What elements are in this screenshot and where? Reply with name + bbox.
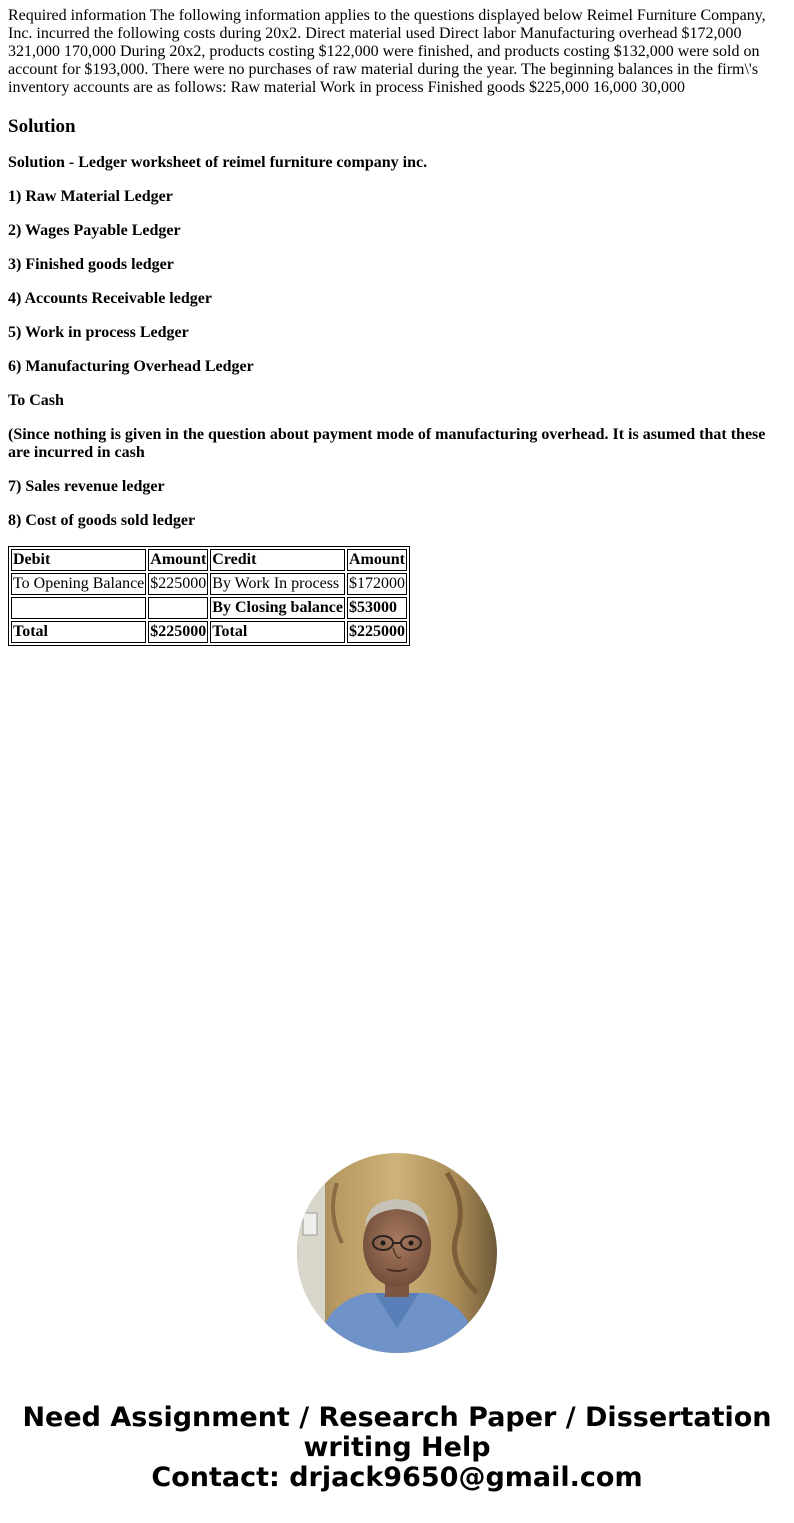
document-content xyxy=(8,7,778,646)
header-debit: Debit xyxy=(11,549,146,571)
help-banner xyxy=(0,1403,794,1493)
author-portrait-icon xyxy=(297,1153,497,1353)
ledger-item-wages-payable: 2) Wages Payable Ledger xyxy=(8,222,181,239)
ledger-item-work-in-process: 5) Work in process Ledger xyxy=(8,324,189,341)
row1-credit: By Work In process xyxy=(210,573,345,595)
total-debit-label: Total xyxy=(11,621,146,643)
table-totals-row xyxy=(11,621,407,643)
banner-line-2: writing Help xyxy=(303,1432,491,1463)
ledger-item-cost-of-goods-sold: 8) Cost of goods sold ledger xyxy=(8,512,196,529)
solution-subtitle: Solution - Ledger worksheet of reimel furniture company inc. xyxy=(8,154,428,171)
row2-credit: By Closing balance xyxy=(210,597,345,619)
author-avatar xyxy=(297,1153,497,1353)
header-credit: Credit xyxy=(210,549,345,571)
ledger-item-sales-revenue: 7) Sales revenue ledger xyxy=(8,478,165,495)
header-credit-amount: Amount xyxy=(347,549,407,571)
row2-debit-amount xyxy=(148,597,208,619)
row1-credit-amount: $172000 xyxy=(347,573,407,595)
total-credit-amount: $225000 xyxy=(347,621,407,643)
banner-contact-line: Contact: drjack9650@gmail.com xyxy=(151,1462,643,1493)
table-header-row xyxy=(11,549,407,571)
row1-debit-amount: $225000 xyxy=(148,573,208,595)
to-cash-label: To Cash xyxy=(8,392,64,409)
table-row xyxy=(11,597,407,619)
total-debit-amount: $225000 xyxy=(148,621,208,643)
solution-heading: Solution xyxy=(8,116,76,137)
ledger-item-raw-material: 1) Raw Material Ledger xyxy=(8,188,173,205)
header-debit-amount: Amount xyxy=(148,549,208,571)
overhead-note: (Since nothing is given in the question about payment mode of manufacturing overhead. It is asumed that these are incurred in cash xyxy=(8,426,766,461)
ledger-item-finished-goods: 3) Finished goods ledger xyxy=(8,256,174,273)
ledger-item-accounts-receivable: 4) Accounts Receivable ledger xyxy=(8,290,212,307)
ledger-item-manufacturing-overhead: 6) Manufacturing Overhead Ledger xyxy=(8,358,254,375)
question-text: Required information The following information applies to the questions displayed below Reimel Furniture Company, Inc. incurred the following costs during 20x2. Direct material used Direct labor Manufacturing overhead $172,000 321,000 170,000 During 20x2, products costing $122,000 were finished, and products costing $132,000 were sold on account for $193,000. There were no purchases of raw material during the year. The beginning balances in the firm\'s inventory accounts are as follows: Raw material Work in process Finished goods $225,000 16,000 30,000 xyxy=(8,7,766,96)
raw-material-ledger-table xyxy=(8,546,410,646)
row2-credit-amount: $53000 xyxy=(347,597,407,619)
row2-debit xyxy=(11,597,146,619)
row1-debit: To Opening Balance xyxy=(11,573,146,595)
table-row xyxy=(11,573,407,595)
banner-line-1: Need Assignment / Research Paper / Dissertation xyxy=(22,1402,772,1433)
total-credit-label: Total xyxy=(210,621,345,643)
